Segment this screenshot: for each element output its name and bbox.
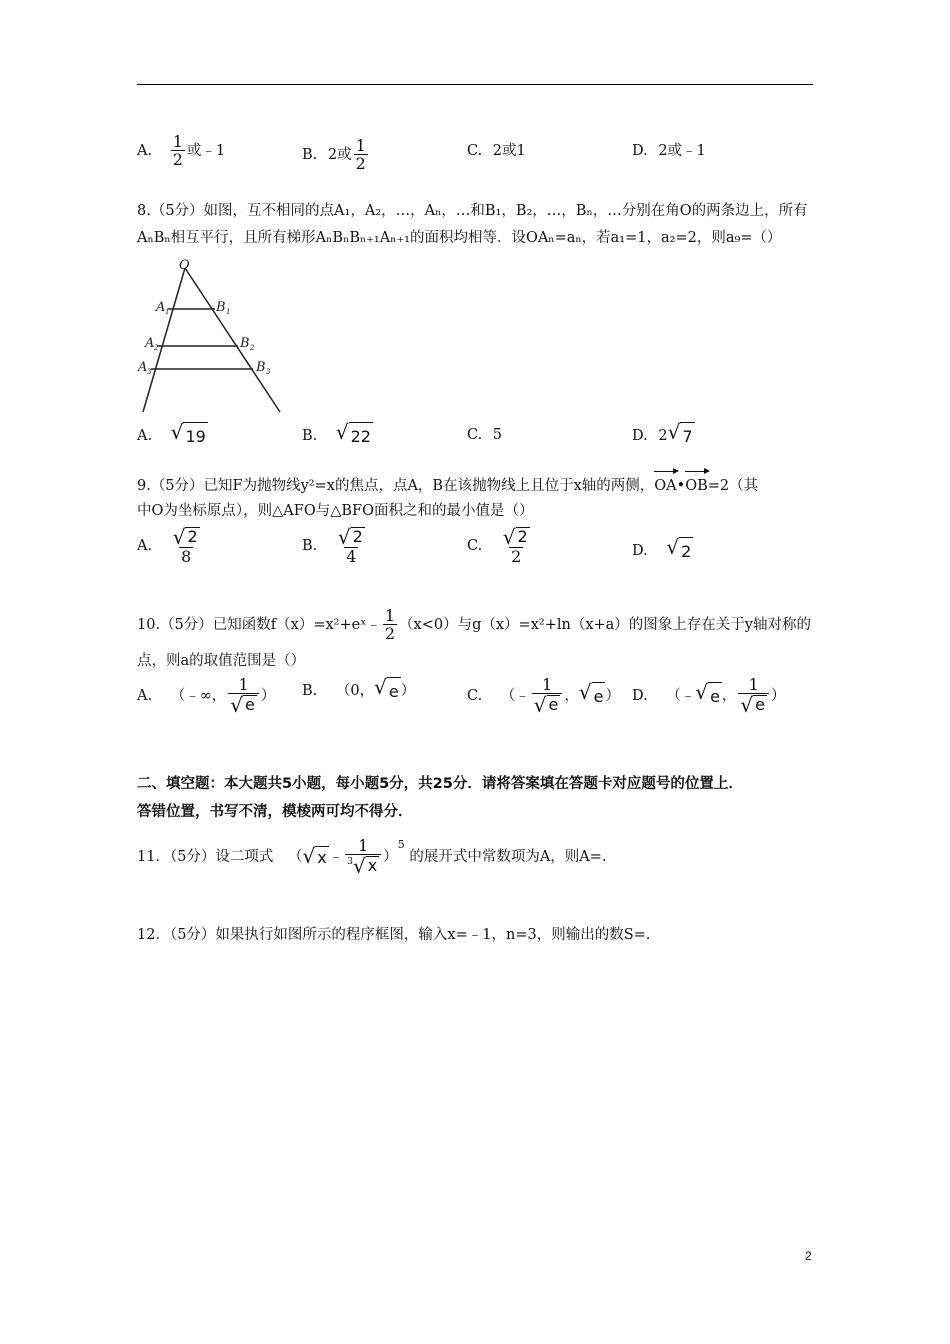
q9-line2: 中O为坐标原点），则△AFO与△BFO面积之和的最小值是（）	[137, 503, 534, 519]
option-label: B.	[302, 538, 318, 554]
sqrt: √ e	[740, 693, 766, 717]
q10-option-a	[137, 677, 275, 715]
option-text: ）	[771, 688, 786, 704]
minus-sign: ﹣	[328, 849, 344, 865]
denominator: 2	[384, 624, 396, 643]
label-a1: A	[156, 300, 166, 315]
header-rule	[137, 84, 813, 85]
q9-line1	[137, 473, 758, 499]
q11-text-end: 的展开式中常数项为A，则A=.	[409, 849, 607, 865]
q8-line1: 8.（5分）如图，互不相同的点A₁，A₂，…，Aₙ，…和B₁，B₂，…，Bₙ，…分别在角O的两条边上，所有	[137, 203, 808, 219]
numerator: 1	[384, 606, 396, 625]
option-text: ）	[400, 683, 416, 699]
fraction	[383, 608, 397, 642]
q7-option-c	[467, 138, 526, 164]
option-label: B.	[302, 683, 318, 699]
page-number: 2	[805, 1249, 812, 1263]
option-label: D.	[632, 143, 648, 159]
option-text: ）	[605, 688, 620, 704]
denominator: 2	[172, 150, 183, 169]
radicand: e	[387, 677, 401, 705]
q10-option-c	[467, 677, 620, 715]
binomial-expression	[288, 838, 405, 876]
label-b1: B	[216, 300, 226, 315]
label-a3-sub: 3	[147, 368, 152, 376]
denominator: 4	[346, 547, 357, 566]
numerator: 1	[238, 675, 249, 694]
option-label: C.	[467, 538, 483, 554]
q9-option-b	[302, 527, 369, 565]
denominator: 2	[355, 154, 366, 173]
radicand: e	[755, 695, 766, 714]
option-text: 5	[492, 427, 503, 443]
option-text: ，	[564, 688, 579, 704]
label-a3: A	[138, 360, 148, 375]
exponent: 5	[397, 838, 405, 851]
q10-text-end: （x<0）与g（x）=x²+ln（x+a）的图象上存在关于y轴对称的	[399, 617, 811, 633]
q9-option-c	[467, 527, 534, 565]
sqrt: √ 2	[666, 537, 693, 565]
angle-figure	[135, 258, 285, 416]
label-a2-sub: 2	[154, 344, 159, 352]
fraction	[336, 527, 367, 565]
option-label: D.	[632, 688, 648, 704]
q7-option-a	[137, 134, 225, 168]
denominator: 8	[181, 547, 192, 566]
q9-text: 9.（5分）已知F为抛物线y²=x的焦点，点A，B在该抛物线上且位于x轴的两侧，	[137, 478, 655, 494]
sqrt: √ x	[302, 844, 327, 868]
q10-option-b	[302, 677, 415, 705]
sqrt: √ 2	[172, 525, 198, 549]
fraction	[171, 527, 202, 565]
radicand: 2	[352, 527, 363, 546]
sqrt: √ e	[230, 693, 255, 717]
fraction	[532, 677, 563, 715]
q10-line2: 点，则a的取值范围是（）	[137, 653, 306, 669]
q7-option-b	[302, 138, 370, 172]
label-b3-sub: 3	[266, 368, 271, 376]
q11	[137, 838, 607, 876]
option-label: C.	[467, 427, 483, 443]
q9-option-d	[632, 537, 693, 565]
fraction	[501, 527, 532, 565]
q9-option-a	[137, 527, 204, 565]
paren-open: （	[288, 849, 303, 865]
q8-option-d	[632, 422, 695, 450]
q8-option-b	[302, 422, 373, 450]
sqrt: √ 19	[171, 422, 208, 450]
section-heading-line2: 答错位置，书写不清，模棱两可均不得分．	[137, 804, 413, 820]
option-text: （0，	[335, 683, 375, 699]
vector-oa: OA	[654, 473, 676, 499]
label-b3: B	[256, 360, 266, 375]
vector-ob: OB	[685, 473, 708, 499]
option-label: A.	[137, 688, 153, 704]
option-text: 2或﹣1	[658, 143, 706, 159]
radicand: e	[708, 682, 722, 710]
sqrt: √ 2	[502, 525, 528, 549]
label-o: O	[179, 258, 190, 273]
denominator: 2	[511, 547, 522, 566]
radicand: 7	[680, 422, 694, 450]
q12: 12．（5分）如果执行如图所示的程序框图，输入x=﹣1，n=3，则输出的数S=.	[137, 927, 651, 943]
fraction	[228, 677, 259, 715]
fraction	[354, 138, 368, 172]
label-b2: B	[240, 336, 250, 351]
sqrt: √ e	[533, 693, 559, 717]
sqrt: √ e	[374, 677, 401, 705]
numerator: 1	[748, 675, 759, 694]
sqrt: √ 2	[337, 525, 363, 549]
q8-option-a	[137, 422, 208, 450]
fraction	[345, 838, 381, 876]
q8-option-c	[467, 422, 502, 448]
radicand: e	[548, 695, 559, 714]
label-a1-sub: 1	[165, 308, 170, 316]
numerator: 1	[542, 675, 553, 694]
numerator: 1	[355, 136, 366, 155]
label-b2-sub: 2	[250, 344, 255, 352]
sqrt: √ 7	[668, 422, 695, 450]
option-text: （﹣∞，	[170, 688, 227, 704]
q10-line1	[137, 608, 811, 642]
radicand: 22	[349, 422, 373, 450]
q7-option-d	[632, 138, 706, 164]
label-b1-sub: 1	[226, 308, 231, 316]
option-label: A.	[137, 428, 153, 444]
radicand: e	[245, 695, 255, 714]
numerator: 1	[172, 132, 183, 151]
option-text: 或﹣1	[186, 143, 226, 159]
coefficient: 2	[658, 428, 668, 444]
radicand: x	[317, 848, 327, 867]
option-text: 2或	[327, 147, 352, 163]
sqrt: √ 22	[336, 422, 373, 450]
option-text: 2或1	[492, 143, 526, 159]
radicand: 2	[187, 527, 198, 546]
q10-text: 10.（5分）已知函数f（x）=x²+eˣ﹣	[137, 617, 381, 633]
option-label: A.	[137, 538, 153, 554]
angle-side-right	[185, 268, 280, 412]
radicand: 19	[183, 422, 207, 450]
sqrt: √ x	[353, 854, 378, 878]
option-label: B.	[302, 147, 318, 163]
root-index: 3	[347, 857, 353, 868]
sqrt: √ e	[579, 682, 606, 710]
radicand: 2	[679, 537, 693, 565]
option-text: （﹣	[500, 688, 530, 704]
q10-option-d	[632, 677, 786, 715]
q8-line2: AₙBₙ相互平行，且所有梯形AₙBₙBₙ₊₁Aₙ₊₁的面积均相等．设OAₙ=aₙ，若a₁=1，a₂=2，则a₉=（）	[137, 230, 782, 246]
section-heading-line1: 二、填空题：本大题共5小题，每小题5分，共25分．请将答案填在答题卡对应题号的位置上．	[137, 776, 743, 792]
numerator: 1	[358, 836, 369, 855]
option-label: B.	[302, 428, 318, 444]
option-label: C.	[467, 688, 483, 704]
option-label: D.	[632, 428, 648, 444]
option-text: ）	[260, 688, 276, 704]
fraction	[171, 134, 185, 168]
paren-close: ）	[383, 849, 398, 865]
dot-operator: •	[676, 478, 686, 494]
option-label: A.	[137, 143, 153, 159]
radicand: x	[367, 856, 378, 875]
option-label: D.	[632, 543, 648, 559]
option-text: ，	[721, 688, 737, 704]
q9-text-end: =2（其	[707, 478, 759, 494]
label-a2: A	[145, 336, 155, 351]
option-label: C.	[467, 143, 483, 159]
option-text: （﹣	[666, 688, 696, 704]
radicand: e	[592, 682, 606, 710]
sqrt: √ e	[695, 682, 722, 710]
radicand: 2	[517, 527, 528, 546]
q11-text: 11．（5分）设二项式	[137, 849, 274, 865]
fraction	[738, 677, 769, 715]
